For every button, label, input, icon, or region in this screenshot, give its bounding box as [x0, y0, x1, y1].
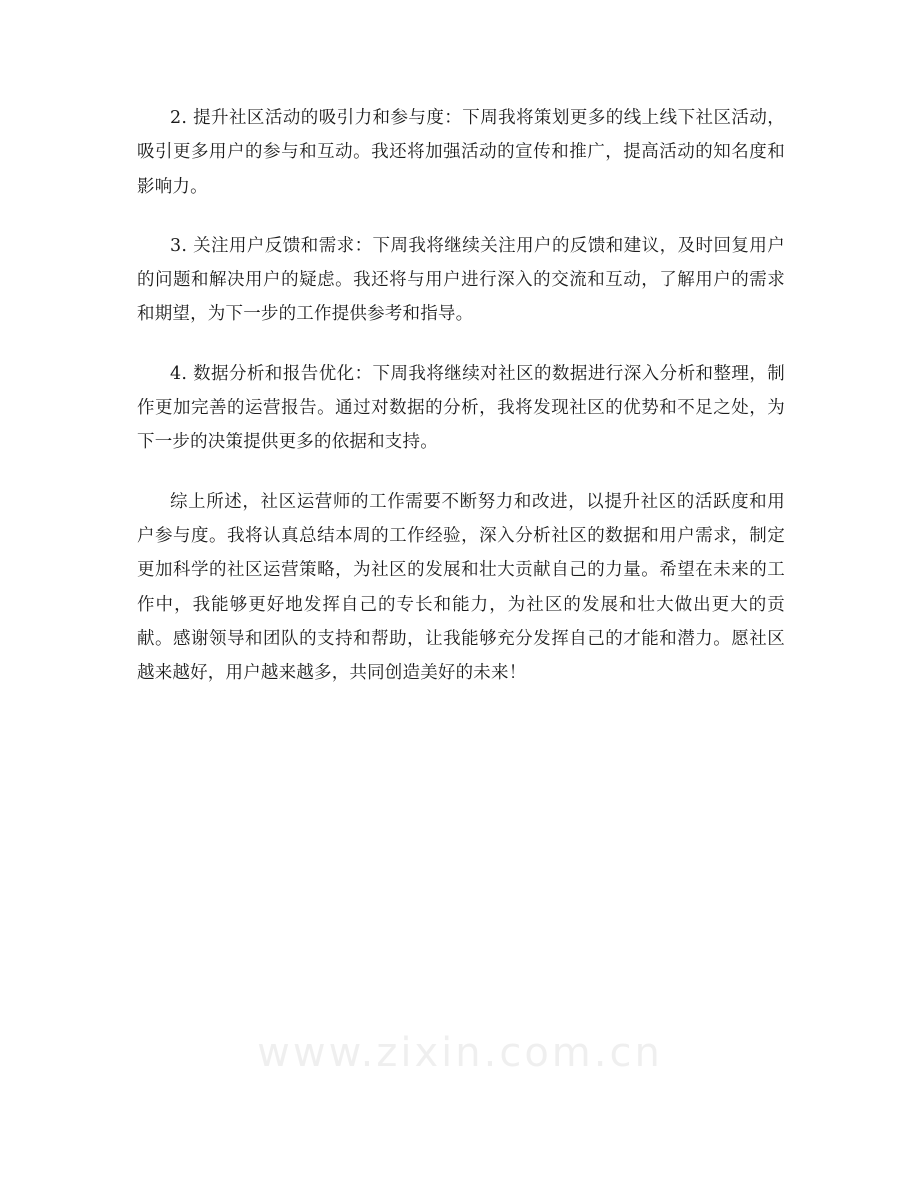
paragraph-item-2-community-activities: 2. 提升社区活动的吸引力和参与度：下周我将策划更多的线上线下社区活动，吸引更多用户的参与和互动。我还将加强活动的宣传和推广，提高活动的知名度和影响力。	[137, 108, 785, 197]
document-body	[137, 101, 785, 715]
watermark: www.zixin.com.cn	[257, 1030, 663, 1076]
paragraph-item-3-user-feedback: 3. 关注用户反馈和需求：下周我将继续关注用户的反馈和建议，及时回复用户的问题和解决用户的疑虑。我还将与用户进行深入的交流和互动，了解用户的需求和期望，为下一步的工作提供参考和指导。	[137, 235, 785, 325]
paragraph-summary: 综上所述，社区运营师的工作需要不断努力和改进，以提升社区的活跃度和用户参与度。我将认真总结本周的工作经验，深入分析社区的数据和用户需求，制定更加科学的社区运营策略，为社区的发展和壮大贡献自己的力量。希望在未来的工作中，我能够更好地发挥自己的专长和能力，为社区的发展和壮大做出更大的贡献。感谢领导和团队的支持和帮助，让我能够充分发挥自己的才能和潜力。愿社区越来越好，用户越来越多，共同创造美好的未来！	[137, 491, 785, 684]
paragraph-item-4-data-analysis: 4. 数据分析和报告优化：下周我将继续对社区的数据进行深入分析和整理，制作更加完善的运营报告。通过对数据的分析，我将发现社区的优势和不足之处，为下一步的决策提供更多的依据和支持。	[137, 363, 785, 453]
